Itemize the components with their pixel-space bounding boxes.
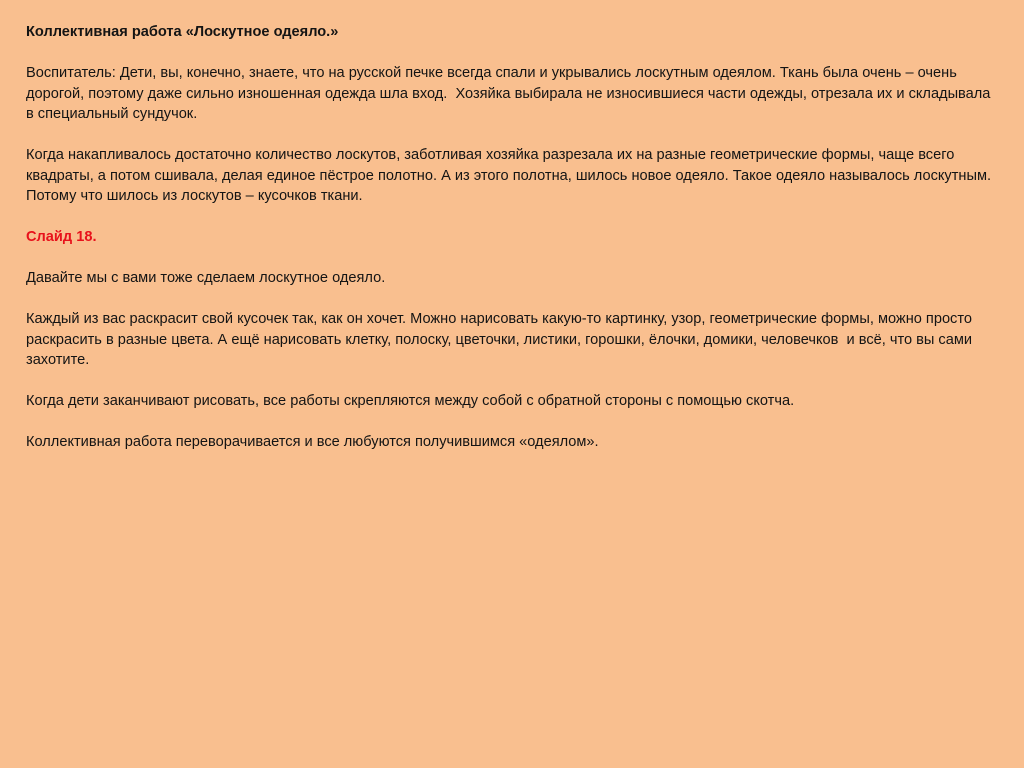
intro-paragraph: Воспитатель: Дети, вы, конечно, знаете, что на русской печке всегда спали и укрывались лоскутным одеялом. Ткань была очень – очень дорогой, поэтому даже сильно изношенная одежда шла вход. Хозяйка выбирала не износившиеся части одежды, отрезала их и складывала в специальный сундучок. — [26, 65, 995, 122]
paragraph-assembly: Когда дети заканчивают рисовать, все работы скрепляются между собой с обратной стороны с помощью скотча. — [26, 393, 795, 409]
paragraph-conclusion: Коллективная работа переворачивается и все любуются получившимся «одеялом». — [26, 434, 599, 450]
paragraph-invitation: Давайте мы с вами тоже сделаем лоскутное одеяло. — [26, 270, 386, 286]
paragraph-drawing-instructions: Каждый из вас раскрасит свой кусочек так, как он хочет. Можно нарисовать какую-то картинку, узор, геометрические формы, можно просто раскрасить в разные цвета. А ещё нарисовать клетку, полоску, цветочки, листики, горошки, ёлочки, домики, человечков и всё, что вы сами захотите. — [26, 311, 977, 368]
slide-reference: Слайд 18. — [26, 229, 97, 245]
slide-title: Коллективная работа «Лоскутное одеяло.» — [26, 24, 339, 40]
paragraph-quilt-making: Когда накапливалось достаточно количество лоскутов, заботливая хозяйка разрезала их на разные геометрические формы, чаще всего квадраты, а потом сшивала, делая единое пёстрое полотно. А из этого полотна, шилось новое одеяло. Такое одеяло называлось лоскутным. Потому что шилось из лоскутов – кусочков ткани. — [26, 147, 996, 204]
